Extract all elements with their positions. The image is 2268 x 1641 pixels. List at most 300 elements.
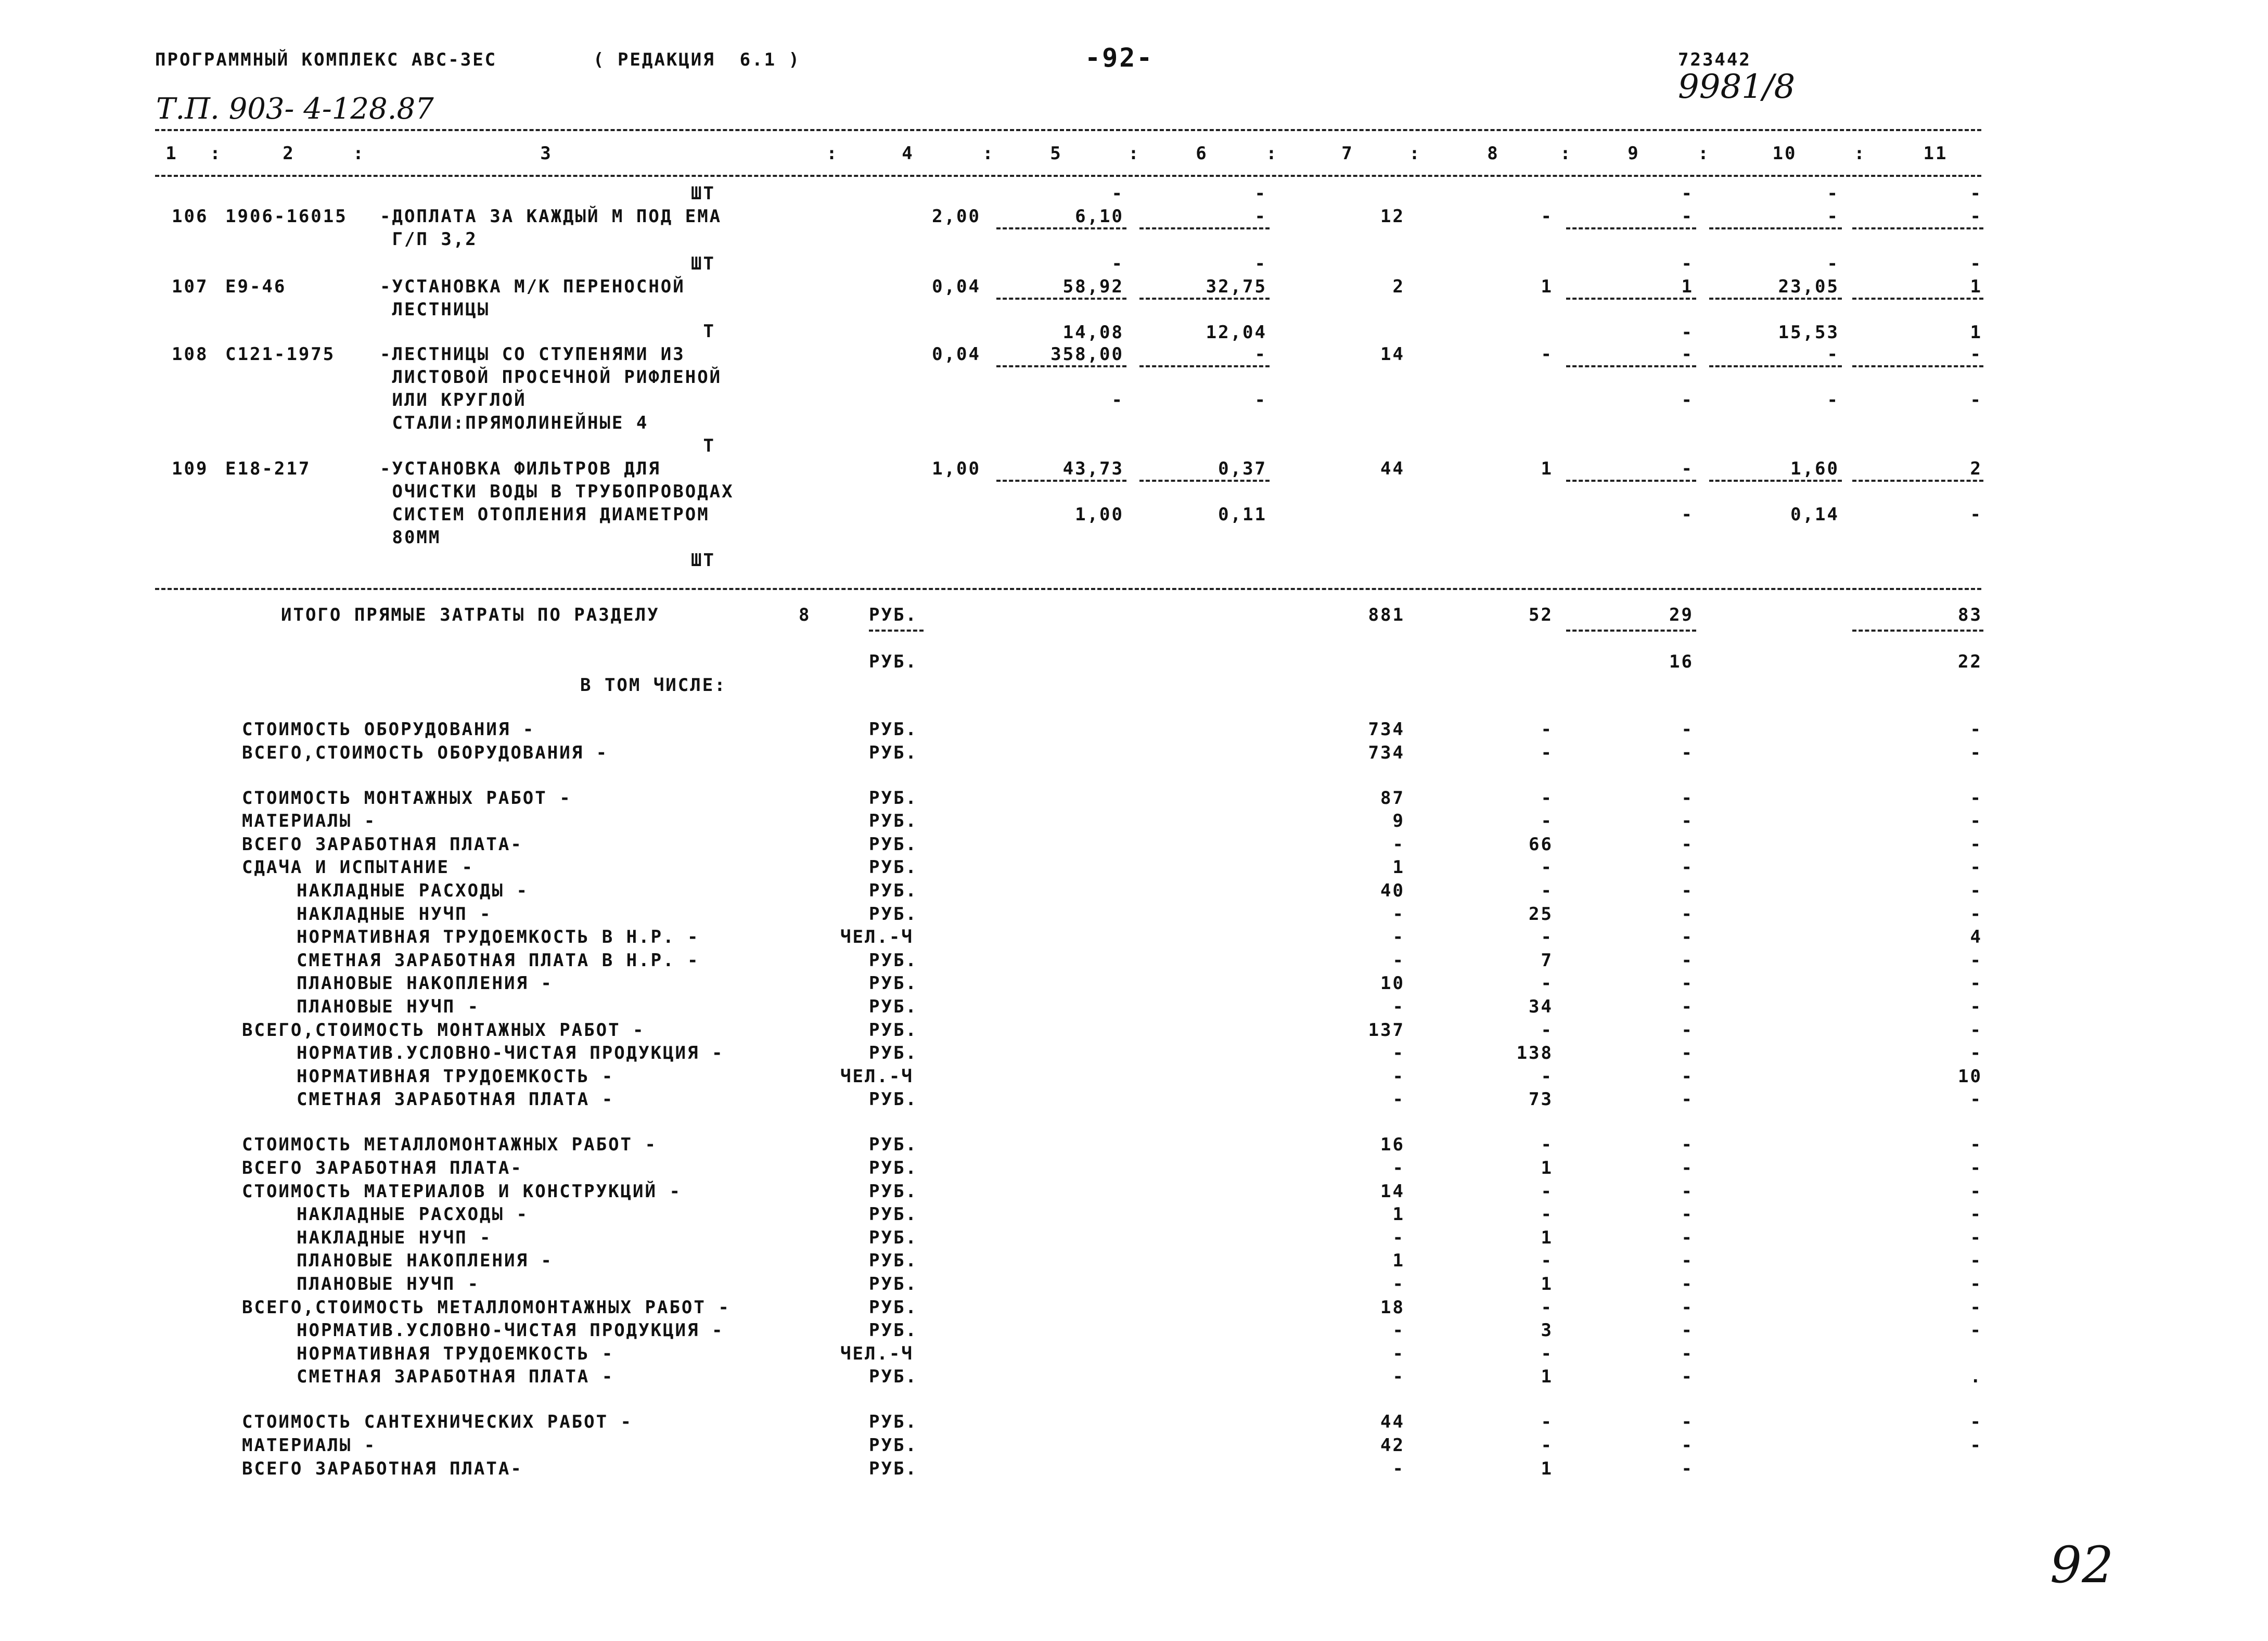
totals-unit: РУБ.	[869, 605, 918, 625]
cell-c8: -	[1541, 344, 1553, 365]
summary-label: СДАЧА И ИСПЫТАНИЕ -	[242, 857, 474, 878]
totals-split	[1852, 630, 1983, 632]
summary-c11: -	[1970, 1250, 1982, 1272]
cell-c6: 32,75	[1206, 276, 1267, 297]
summary-unit: РУБ.	[869, 973, 918, 994]
summary-c9: -	[1681, 1250, 1694, 1272]
summary-c8: 66	[1529, 834, 1553, 855]
summary-c7: 14	[1380, 1181, 1405, 1202]
totals-section: 8	[799, 605, 811, 625]
cell-c10: -	[1827, 344, 1839, 365]
row-name-line: СТАЛИ:ПРЯМОЛИНЕЙНЫЕ 4	[380, 413, 649, 433]
summary-c9: -	[1681, 1066, 1694, 1087]
price-top-cell: -	[1254, 253, 1267, 274]
column-number: :	[1128, 143, 1141, 164]
summary-c11: -	[1970, 742, 1982, 763]
summary-unit: РУБ.	[869, 719, 918, 740]
summary-label: НОРМАТИВНАЯ ТРУДОЕМКОСТЬ -	[297, 1066, 614, 1087]
unit-label: Т	[703, 321, 715, 342]
row-name-line: 80ММ	[380, 527, 441, 548]
summary-c11: -	[1970, 1134, 1982, 1156]
cell-c5: 58,92	[1062, 276, 1124, 297]
summary-c11: -	[1970, 719, 1982, 740]
totals-c8: 52	[1529, 605, 1553, 625]
summary-c8: -	[1541, 973, 1553, 994]
summary-unit: РУБ.	[869, 950, 918, 971]
summary-c9: -	[1681, 1019, 1694, 1041]
row-number: 107	[172, 276, 209, 297]
summary-c11: -	[1970, 1227, 1982, 1248]
column-number: :	[1854, 143, 1866, 164]
summary-c11: -	[1970, 811, 1982, 832]
summary-c7: -	[1392, 927, 1405, 948]
price-top-cell: -	[1970, 183, 1982, 204]
column-number: 2	[283, 143, 295, 164]
summary-unit: РУБ.	[869, 903, 918, 925]
summary-c9: -	[1681, 903, 1694, 925]
summary-unit: ЧЕЛ.-Ч	[840, 927, 914, 948]
summary-unit: РУБ.	[869, 1227, 918, 1248]
summary-label: СТОИМОСТЬ МАТЕРИАЛОВ И КОНСТРУКЦИЙ -	[242, 1181, 682, 1202]
summary-unit: РУБ.	[869, 1320, 918, 1341]
cell-c9: 1	[1681, 276, 1694, 297]
cell-c7: 2	[1392, 276, 1405, 297]
cell-c6: -	[1254, 344, 1267, 365]
summary-c7: 40	[1380, 880, 1405, 901]
unit-label: ШТ	[691, 253, 715, 274]
summary-label: НОРМАТИВНАЯ ТРУДОЕМКОСТЬ -	[297, 1343, 614, 1364]
cell-split	[1709, 365, 1842, 367]
summary-c9: -	[1681, 1204, 1694, 1225]
summary-c9: -	[1681, 1157, 1694, 1178]
summary-c8: -	[1541, 1343, 1553, 1364]
cell-split	[996, 227, 1126, 229]
summary-unit: РУБ.	[869, 834, 918, 855]
summary-c7: -	[1392, 1043, 1405, 1064]
cell-c11: 2	[1970, 458, 1982, 479]
summary-label: ВСЕГО,СТОИМОСТЬ МОНТАЖНЫХ РАБОТ -	[242, 1019, 645, 1041]
summary-label: СТОИМОСТЬ ОБОРУДОВАНИЯ -	[242, 719, 535, 740]
summary-c8: -	[1541, 1434, 1553, 1456]
summary-label: НАКЛАДНЫЕ НУЧП -	[297, 1227, 492, 1248]
summary-c7: 44	[1380, 1412, 1405, 1433]
cell-split	[996, 480, 1126, 482]
summary-c8: 3	[1541, 1320, 1553, 1341]
column-number: 10	[1772, 143, 1797, 164]
price-bottom-cell: 1	[1970, 322, 1982, 343]
column-number: :	[210, 143, 222, 164]
summary-c8: 73	[1529, 1089, 1553, 1110]
cell-c11: -	[1970, 344, 1982, 365]
price-bottom-cell: -	[1681, 504, 1694, 525]
summary-c11: -	[1970, 1181, 1982, 1202]
summary-c11: -	[1970, 996, 1982, 1017]
totals-unit-2: РУБ.	[869, 651, 918, 672]
summary-c11: -	[1970, 1204, 1982, 1225]
summary-c7: -	[1392, 996, 1405, 1017]
summary-label: СМЕТНАЯ ЗАРАБОТНАЯ ПЛАТА -	[297, 1089, 614, 1110]
summary-c7: -	[1392, 1343, 1405, 1364]
doc-number: 723442	[1678, 49, 1751, 70]
edition-label: ( РЕДАКЦИЯ 6.1 )	[593, 49, 801, 70]
summary-c9: -	[1681, 811, 1694, 832]
cell-c6: 0,37	[1218, 458, 1267, 479]
totals-rule	[155, 588, 1981, 590]
summary-c8: -	[1541, 787, 1553, 809]
summary-unit: РУБ.	[869, 1089, 918, 1110]
price-bottom-cell: 15,53	[1778, 322, 1839, 343]
summary-c7: 1	[1392, 1250, 1405, 1272]
summary-c7: -	[1392, 950, 1405, 971]
summary-c9: -	[1681, 927, 1694, 948]
summary-unit: РУБ.	[869, 811, 918, 832]
summary-c9: -	[1681, 834, 1694, 855]
price-top-cell: -	[1970, 253, 1982, 274]
summary-c8: -	[1541, 742, 1553, 763]
row-code: Е18-217	[225, 458, 311, 479]
column-number: :	[353, 143, 365, 164]
cell-c4: 0,04	[932, 344, 981, 365]
cell-c5: 358,00	[1050, 344, 1124, 365]
summary-c9: -	[1681, 1181, 1694, 1202]
summary-label: ПЛАНОВЫЕ НУЧП -	[297, 996, 480, 1017]
summary-c9: -	[1681, 1458, 1694, 1479]
including-label: В ТОМ ЧИСЛЕ:	[580, 675, 727, 696]
cell-c6: -	[1254, 206, 1267, 227]
summary-c9: -	[1681, 880, 1694, 901]
summary-c7: -	[1392, 834, 1405, 855]
summary-c11: -	[1970, 1412, 1982, 1433]
cell-split	[996, 298, 1126, 300]
cell-split	[1566, 365, 1696, 367]
summary-unit: ЧЕЛ.-Ч	[840, 1066, 914, 1087]
cell-split	[1566, 298, 1696, 300]
price-top-cell: -	[1827, 253, 1839, 274]
program-title: ПРОГРАММНЫЙ КОМПЛЕКС АВС-3ЕС	[155, 49, 497, 70]
summary-c9: -	[1681, 1273, 1694, 1294]
totals-c9: 29	[1669, 605, 1694, 625]
cell-c5: 6,10	[1075, 206, 1124, 227]
summary-c7: 9	[1392, 811, 1405, 832]
cell-c8: -	[1541, 206, 1553, 227]
summary-c11: -	[1970, 1019, 1982, 1041]
summary-unit: РУБ.	[869, 1412, 918, 1433]
summary-unit: РУБ.	[869, 880, 918, 901]
totals-split	[869, 630, 924, 632]
summary-label: НАКЛАДНЫЕ НУЧП -	[297, 903, 492, 925]
column-number: :	[1698, 143, 1710, 164]
summary-c7: 10	[1380, 973, 1405, 994]
summary-c9: -	[1681, 996, 1694, 1017]
summary-label: МАТЕРИАЛЫ -	[242, 1434, 377, 1456]
header-rule-top	[155, 129, 1981, 131]
row-code: 1906-16015	[225, 206, 348, 227]
summary-c7: -	[1392, 1089, 1405, 1110]
summary-c7: -	[1392, 1157, 1405, 1178]
summary-label: СТОИМОСТЬ МОНТАЖНЫХ РАБОТ -	[242, 787, 572, 809]
summary-c8: 7	[1541, 950, 1553, 971]
summary-c11: 4	[1970, 927, 1982, 948]
summary-c11: -	[1970, 880, 1982, 901]
summary-label: НОРМАТИВНАЯ ТРУДОЕМКОСТЬ В Н.Р. -	[297, 927, 700, 948]
cell-c10: -	[1827, 206, 1839, 227]
summary-label: НАКЛАДНЫЕ РАСХОДЫ -	[297, 1204, 529, 1225]
cell-c11: -	[1970, 206, 1982, 227]
summary-c9: -	[1681, 1343, 1694, 1364]
price-bottom-cell: -	[1254, 390, 1267, 411]
summary-label: ПЛАНОВЫЕ НУЧП -	[297, 1273, 480, 1294]
summary-c8: -	[1541, 880, 1553, 901]
summary-unit: РУБ.	[869, 1273, 918, 1294]
cell-c8: 1	[1541, 276, 1553, 297]
row-name-line: -ДОПЛАТА ЗА КАЖДЫЙ М ПОД ЕМА	[380, 206, 722, 227]
column-number: 3	[540, 143, 553, 164]
cell-split	[1139, 227, 1270, 229]
summary-c8: 1	[1541, 1157, 1553, 1178]
summary-c8: 25	[1529, 903, 1553, 925]
summary-label: ПЛАНОВЫЕ НАКОПЛЕНИЯ -	[297, 1250, 553, 1272]
column-number: 9	[1628, 143, 1640, 164]
summary-unit: РУБ.	[869, 1157, 918, 1178]
cell-c5: 43,73	[1062, 458, 1124, 479]
summary-c8: -	[1541, 1066, 1553, 1087]
price-bottom-cell: 12,04	[1206, 322, 1267, 343]
price-top-cell: -	[1827, 183, 1839, 204]
totals-c7: 881	[1368, 605, 1405, 625]
price-bottom-cell: -	[1827, 390, 1839, 411]
summary-label: ВСЕГО ЗАРАБОТНАЯ ПЛАТА-	[242, 834, 523, 855]
summary-unit: РУБ.	[869, 1181, 918, 1202]
summary-c11: .	[1970, 1366, 1982, 1388]
cell-split	[1139, 365, 1270, 367]
page-mark: -92-	[1085, 43, 1154, 73]
totals-title: ИТОГО ПРЯМЫЕ ЗАТРАТЫ ПО РАЗДЕЛУ	[281, 605, 660, 625]
summary-unit: РУБ.	[869, 787, 918, 809]
summary-c11: -	[1970, 1089, 1982, 1110]
price-bottom-cell: 14,08	[1062, 322, 1124, 343]
summary-unit: РУБ.	[869, 1434, 918, 1456]
price-top-cell: -	[1111, 253, 1124, 274]
totals-split	[1566, 630, 1696, 632]
summary-c11: -	[1970, 903, 1982, 925]
summary-c8: 1	[1541, 1458, 1553, 1479]
summary-c7: 42	[1380, 1434, 1405, 1456]
row-name-line: -УСТАНОВКА ФИЛЬТРОВ ДЛЯ	[380, 458, 661, 479]
summary-c11: -	[1970, 1297, 1982, 1318]
cell-split	[1139, 480, 1270, 482]
column-number: 7	[1341, 143, 1354, 164]
summary-unit: ЧЕЛ.-Ч	[840, 1343, 914, 1364]
cell-split	[1709, 298, 1842, 300]
column-number: 1	[165, 143, 178, 164]
summary-label: НОРМАТИВ.УСЛОВНО-ЧИСТАЯ ПРОДУКЦИЯ -	[297, 1043, 724, 1064]
unit-label: ШТ	[691, 550, 715, 571]
column-number: :	[982, 143, 995, 164]
column-number: :	[1409, 143, 1421, 164]
summary-unit: РУБ.	[869, 742, 918, 763]
column-number: 4	[902, 143, 914, 164]
summary-c11: -	[1970, 834, 1982, 855]
summary-c7: 87	[1380, 787, 1405, 809]
summary-unit: РУБ.	[869, 1019, 918, 1041]
summary-c11: -	[1970, 1273, 1982, 1294]
summary-c11: -	[1970, 1320, 1982, 1341]
column-number: :	[1266, 143, 1278, 164]
row-code: Е9-46	[225, 276, 287, 297]
summary-c7: -	[1392, 1366, 1405, 1388]
summary-c9: -	[1681, 719, 1694, 740]
summary-c8: 34	[1529, 996, 1553, 1017]
totals-c9b: 16	[1669, 651, 1694, 672]
summary-c8: -	[1541, 1204, 1553, 1225]
summary-c7: -	[1392, 1320, 1405, 1341]
column-number: :	[826, 143, 839, 164]
summary-c9: -	[1681, 950, 1694, 971]
cell-c9: -	[1681, 344, 1694, 365]
row-name-line: ОЧИСТКИ ВОДЫ В ТРУБОПРОВОДАХ	[380, 481, 734, 502]
summary-c8: 1	[1541, 1227, 1553, 1248]
cell-c10: 1,60	[1790, 458, 1839, 479]
summary-c7: 18	[1380, 1297, 1405, 1318]
summary-c9: -	[1681, 1134, 1694, 1156]
cell-split	[1709, 480, 1842, 482]
row-number: 106	[172, 206, 209, 227]
summary-c8: -	[1541, 1181, 1553, 1202]
cell-c10: 23,05	[1778, 276, 1839, 297]
cell-split	[1852, 298, 1983, 300]
summary-c8: 1	[1541, 1273, 1553, 1294]
summary-c11: -	[1970, 1043, 1982, 1064]
price-bottom-cell: -	[1970, 504, 1982, 525]
summary-c9: -	[1681, 742, 1694, 763]
summary-unit: РУБ.	[869, 1204, 918, 1225]
summary-unit: РУБ.	[869, 1043, 918, 1064]
price-bottom-cell: -	[1681, 322, 1694, 343]
cell-c4: 2,00	[932, 206, 981, 227]
summary-c9: -	[1681, 1434, 1694, 1456]
summary-c8: -	[1541, 1297, 1553, 1318]
row-name-line: ИЛИ КРУГЛОЙ	[380, 390, 527, 411]
cell-c9: -	[1681, 458, 1694, 479]
summary-label: НОРМАТИВ.УСЛОВНО-ЧИСТАЯ ПРОДУКЦИЯ -	[297, 1320, 724, 1341]
summary-c7: 1	[1392, 1204, 1405, 1225]
row-number: 109	[172, 458, 209, 479]
summary-c9: -	[1681, 973, 1694, 994]
summary-c11: -	[1970, 787, 1982, 809]
totals-c11b: 22	[1958, 651, 1982, 672]
summary-c7: -	[1392, 1066, 1405, 1087]
summary-c8: -	[1541, 1250, 1553, 1272]
summary-c7: -	[1392, 1273, 1405, 1294]
summary-c9: -	[1681, 787, 1694, 809]
row-name-line: ЛИСТОВОЙ ПРОСЕЧНОЙ РИФЛЕНОЙ	[380, 367, 722, 388]
price-bottom-cell: 1,00	[1075, 504, 1124, 525]
summary-label: СМЕТНАЯ ЗАРАБОТНАЯ ПЛАТА В Н.Р. -	[297, 950, 700, 971]
summary-c8: -	[1541, 927, 1553, 948]
price-bottom-cell: -	[1681, 390, 1694, 411]
summary-c7: 16	[1380, 1134, 1405, 1156]
summary-c8: 1	[1541, 1366, 1553, 1388]
price-bottom-cell: 0,11	[1218, 504, 1267, 525]
summary-unit: РУБ.	[869, 857, 918, 878]
row-name-line: СИСТЕМ ОТОПЛЕНИЯ ДИАМЕТРОМ	[380, 504, 710, 525]
price-top-cell: -	[1254, 183, 1267, 204]
column-number: 5	[1050, 143, 1062, 164]
summary-c11: -	[1970, 973, 1982, 994]
summary-c9: -	[1681, 1089, 1694, 1110]
summary-c11: -	[1970, 857, 1982, 878]
handwritten-code: 9981/8	[1678, 68, 1796, 106]
summary-unit: РУБ.	[869, 996, 918, 1017]
summary-c9: -	[1681, 857, 1694, 878]
summary-label: ВСЕГО,СТОИМОСТЬ ОБОРУДОВАНИЯ -	[242, 742, 609, 763]
summary-c7: -	[1392, 903, 1405, 925]
summary-label: СТОИМОСТЬ МЕТАЛЛОМОНТАЖНЫХ РАБОТ -	[242, 1134, 657, 1156]
cell-c4: 0,04	[932, 276, 981, 297]
column-number: 6	[1196, 143, 1208, 164]
summary-c7: -	[1392, 1458, 1405, 1479]
summary-c8: -	[1541, 719, 1553, 740]
summary-label: ВСЕГО ЗАРАБОТНАЯ ПЛАТА-	[242, 1157, 523, 1178]
summary-c8: 138	[1516, 1043, 1553, 1064]
project-code: Т.П. 903- 4-128.87	[156, 92, 434, 126]
summary-label: ПЛАНОВЫЕ НАКОПЛЕНИЯ -	[297, 973, 553, 994]
totals-c11: 83	[1958, 605, 1982, 625]
summary-c8: -	[1541, 1019, 1553, 1041]
summary-label: НАКЛАДНЫЕ РАСХОДЫ -	[297, 880, 529, 901]
page-number-handwritten: 92	[2050, 1536, 2114, 1594]
cell-split	[1852, 227, 1983, 229]
price-top-cell: -	[1681, 253, 1694, 274]
row-name-line: Г/П 3,2	[380, 229, 478, 250]
summary-c9: -	[1681, 1043, 1694, 1064]
summary-unit: РУБ.	[869, 1250, 918, 1272]
row-name-line: -ЛЕСТНИЦЫ СО СТУПЕНЯМИ ИЗ	[380, 344, 685, 365]
cell-c9: -	[1681, 206, 1694, 227]
cell-c8: 1	[1541, 458, 1553, 479]
summary-c9: -	[1681, 1320, 1694, 1341]
cell-c7: 12	[1380, 206, 1405, 227]
summary-c11: -	[1970, 1434, 1982, 1456]
summary-c7: 734	[1368, 719, 1405, 740]
header-rule-bottom	[155, 175, 1981, 177]
summary-c7: 734	[1368, 742, 1405, 763]
unit-label: ШТ	[691, 183, 715, 204]
summary-c8: -	[1541, 1134, 1553, 1156]
summary-c11: -	[1970, 950, 1982, 971]
summary-label: МАТЕРИАЛЫ -	[242, 811, 377, 832]
price-bottom-cell: 0,14	[1790, 504, 1839, 525]
summary-c7: 1	[1392, 857, 1405, 878]
summary-unit: РУБ.	[869, 1458, 918, 1479]
cell-c7: 14	[1380, 344, 1405, 365]
price-bottom-cell: -	[1111, 390, 1124, 411]
summary-c9: -	[1681, 1297, 1694, 1318]
summary-unit: РУБ.	[869, 1366, 918, 1388]
cell-c11: 1	[1970, 276, 1982, 297]
summary-c11: -	[1970, 1157, 1982, 1178]
row-name-line: -УСТАНОВКА М/К ПЕРЕНОСНОЙ	[380, 276, 685, 297]
row-code: С121-1975	[225, 344, 336, 365]
summary-c8: -	[1541, 857, 1553, 878]
summary-c8: -	[1541, 1412, 1553, 1433]
summary-c9: -	[1681, 1227, 1694, 1248]
row-number: 108	[172, 344, 209, 365]
row-name-line: ЛЕСТНИЦЫ	[380, 299, 490, 320]
cell-split	[1852, 480, 1983, 482]
cell-c7: 44	[1380, 458, 1405, 479]
cell-split	[1709, 227, 1842, 229]
